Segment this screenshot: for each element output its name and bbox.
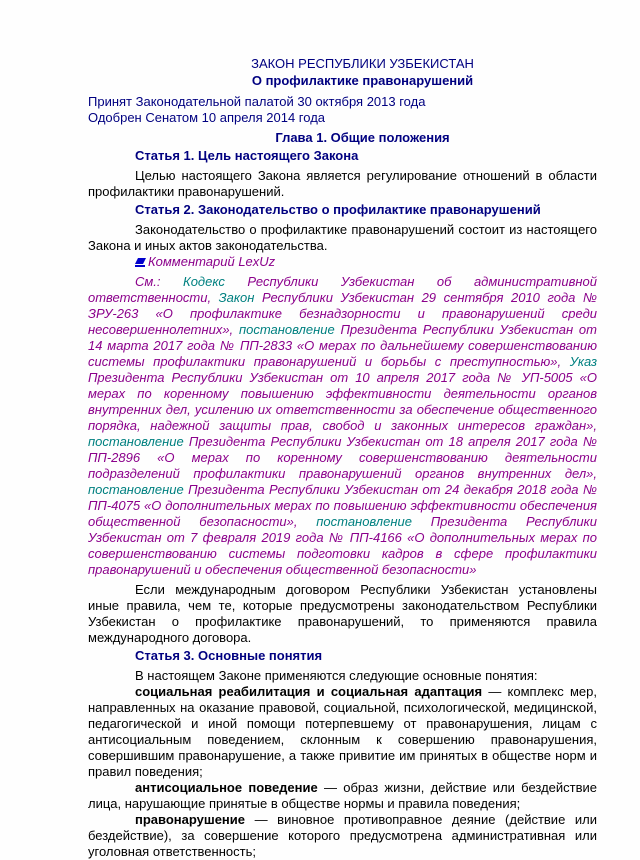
- definition-antisocial-behavior: [88, 780, 597, 812]
- ref-link-resolution-4166[interactable]: постановление: [316, 514, 412, 529]
- definition-term: правонарушение: [135, 812, 246, 827]
- approved-by-senate: Одобрен Сенатом 10 апреля 2014 года: [88, 110, 326, 125]
- ref-link-resolution-2896[interactable]: постановление: [88, 434, 184, 449]
- definition-text: — образ жизни, действие или бездействие лица, нарушающие принятые в обществе нормы и правила поведения;: [88, 780, 598, 811]
- article-2-title: Статья 2. Законодательство о профилактике правонарушений: [135, 202, 541, 217]
- article-1-title: Статья 1. Цель настоящего Закона: [135, 148, 359, 163]
- book-pen-icon: [135, 255, 146, 264]
- ref-link-resolution-2833[interactable]: постановление: [238, 322, 335, 337]
- article-2-text: Законодательство о профилактике правонарушений состоит из настоящего Закона и иных актов законодательства.: [88, 222, 597, 253]
- see-also-references: [88, 274, 597, 578]
- adopted-by-chamber: Принят Законодательной палатой 30 октября 2013 года: [88, 94, 426, 109]
- ref-text: Президента Республики Узбекистан от 18 апреля 2017 года № ПП-2896 «О мерах по коренному совершенствованию деятельности подразделений профилактики правонарушений органов внутренних дел»,: [88, 434, 597, 481]
- ref-text: Президента Республики Узбекистан от 24 декабря 2018 года № ПП-4075 «О дополнительных мерах по повышению эффективности обеспечения общественной безопасности»,: [88, 482, 597, 529]
- article-1-text: Целью настоящего Закона является регулирование отношений в области профилактики правонарушений.: [88, 168, 597, 199]
- chapter-1-title: Глава 1. Общие положения: [275, 130, 450, 145]
- ref-link-resolution-4075[interactable]: постановление: [88, 482, 184, 497]
- see-also-prefix: См.:: [135, 274, 184, 289]
- ref-link-law[interactable]: Закон: [218, 290, 255, 305]
- ref-link-code[interactable]: Кодекс: [183, 274, 225, 289]
- article-3-title: Статья 3. Основные понятия: [135, 648, 323, 663]
- ref-text: Республики Узбекистан 29 сентября 2010 года № ЗРУ-263 «О профилактике безнадзорности и правонарушений среди несовершеннолетних»,: [88, 290, 597, 337]
- article-2-international-text: Если международным договором Республики Узбекистан установлены иные правила, чем те, которые предусмотрены законодательством Республики Узбекистан о профилактике правонарушений, то применяются правила международного договора.: [88, 582, 597, 645]
- definition-term: социальная реабилитация и социальная адаптация: [135, 684, 483, 699]
- document-page: [88, 55, 597, 860]
- article-3-intro: В настоящем Законе применяются следующие основные понятия:: [135, 668, 538, 683]
- ref-link-decree-5005[interactable]: Указ: [569, 354, 597, 369]
- definition-text: — виновное противоправное деяние (действие или бездействие), за совершение которого предусмотрена административная или уголовная ответственность;: [88, 812, 597, 859]
- ref-text: Президента Республики Узбекистан от 10 апреля 2017 года № УП-5005 «О мерах по коренному повышению эффективности деятельности органов внутренних дел, усилению их ответственности за обеспечение общественного порядка, надежной защиты прав, свобод и законных интересов граждан»,: [88, 370, 597, 433]
- definition-social-rehabilitation: [88, 684, 597, 780]
- ref-text: Президента Республики Узбекистан от 7 февраля 2019 года № ПП-4166 «О дополнительных мерах по совершенствованию системы подготовки кадров в сфере профилактики правонарушений и обеспечения общественной безопасности»: [88, 514, 597, 577]
- definition-term: антисоциальное поведение: [135, 780, 318, 795]
- lexuz-comment-link[interactable]: [88, 254, 597, 270]
- comment-link-label[interactable]: Комментарий LexUz: [148, 254, 276, 269]
- definition-offense: [88, 812, 597, 860]
- definition-text: — комплекс мер, направленных на оказание правовой, социальной, психологической, медицинской, педагогической и иной помощи потерпевшему от правонарушения, лицам с антисоциальным поведением, склонным к совершению правонарушения, совершившим правонарушение, а также привитие им принятых в обществе норм и правил поведения;: [88, 684, 597, 779]
- adoption-info: [88, 94, 597, 126]
- ref-text: Республики Узбекистан об административной ответственности,: [88, 274, 597, 305]
- law-title: ЗАКОН РЕСПУБЛИКИ УЗБЕКИСТАН: [251, 56, 474, 71]
- law-subject: О профилактике правонарушений: [251, 73, 474, 88]
- ref-text: Президента Республики Узбекистан от 14 марта 2017 года № ПП-2833 «О мерах по дальнейшему совершенствованию системы профилактики правонарушений и борьбы с преступностью»,: [88, 322, 597, 369]
